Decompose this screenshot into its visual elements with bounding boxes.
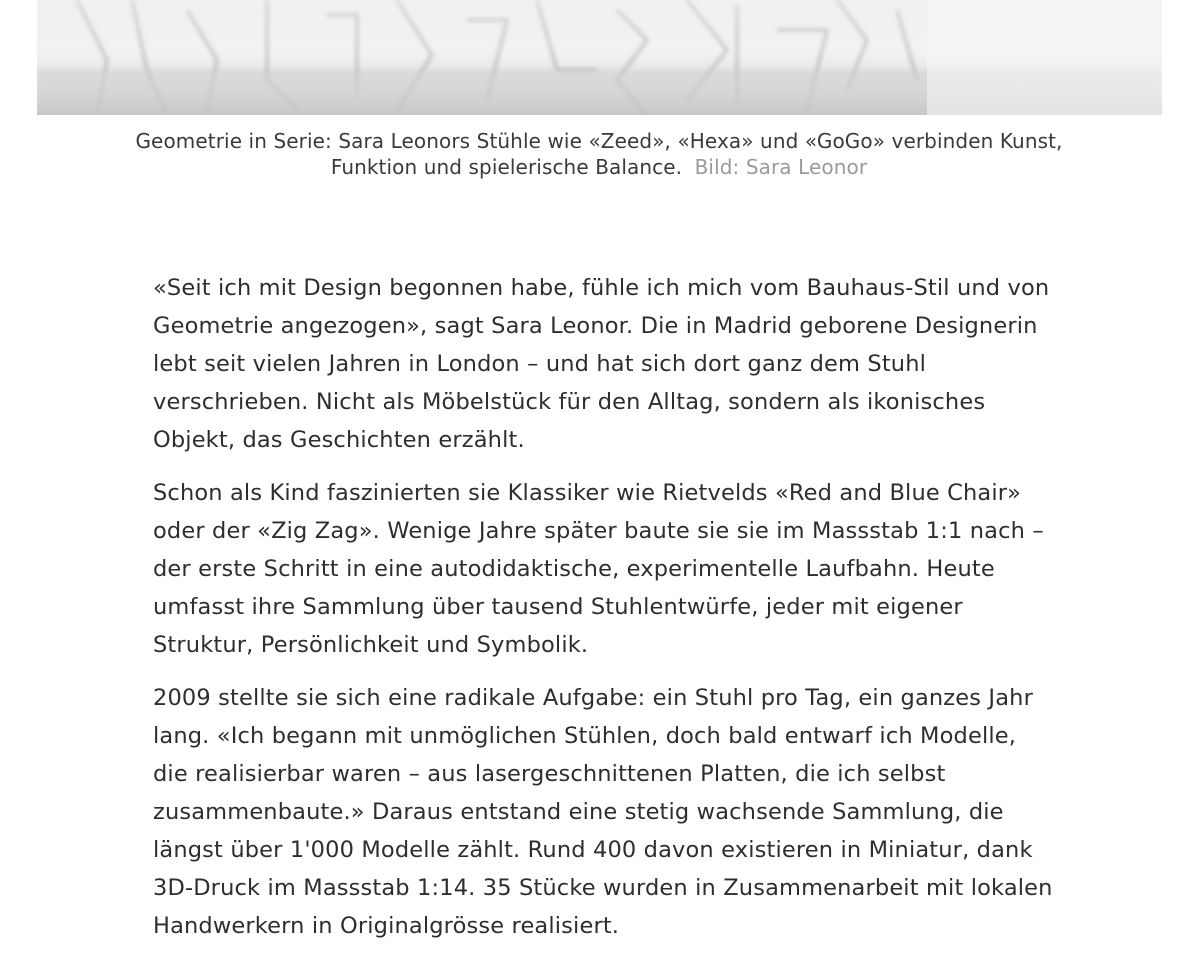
article-body [153, 269, 1053, 960]
caption-text: Geometrie in Serie: Sara Leonors Stühle wie «Zeed», «Hexa» und «GoGo» verbinden Kunst, Funktion und spielerische Balance. [135, 129, 1063, 179]
caption-credit: Bild: Sara Leonor [694, 155, 868, 179]
article-paragraph: 2009 stellte sie sich eine radikale Aufgabe: ein Stuhl pro Tag, ein ganzes Jahr lang. «Ich begann mit unmöglichen Stühlen, doch bald entwarf ich Modelle, die realisierbar waren – aus lasergeschnittenen Platten, die ich selbst zusammenbaute.» Daraus entstand eine stetig wachsende Sammlung, die längst über 1'000 Modelle zählt. Rund 400 davon existieren in Miniatur, dank 3D-Druck im Massstab 1:14. 35 Stücke wurden in Zusammenarbeit mit lokalen Handwerkern in Originalgrösse realisiert. [153, 685, 1053, 939]
hero-chairs-illustration [37, 0, 1162, 115]
image-caption [100, 128, 1098, 180]
article-paragraph: «Seit ich mit Design begonnen habe, fühle ich mich vom Bauhaus-Stil und von Geometrie angezogen», sagt Sara Leonor. Die in Madrid geborene Designerin lebt seit vielen Jahren in London – und hat sich dort ganz dem Stuhl verschrieben. Nicht als Möbelstück für den Alltag, sondern als ikonisches Objekt, das Geschichten erzählt. [153, 275, 1050, 453]
hero-image [37, 0, 1162, 115]
article-paragraph: Schon als Kind faszinierten sie Klassiker wie Rietvelds «Red and Blue Chair» oder der «Zig Zag». Wenige Jahre später baute sie sie im Massstab 1:1 nach – der erste Schritt in eine autodidaktische, experimentelle Laufbahn. Heute umfasst ihre Sammlung über tausend Stuhlentwürfe, jeder mit eigener Struktur, Persönlichkeit und Symbolik. [153, 480, 1044, 658]
